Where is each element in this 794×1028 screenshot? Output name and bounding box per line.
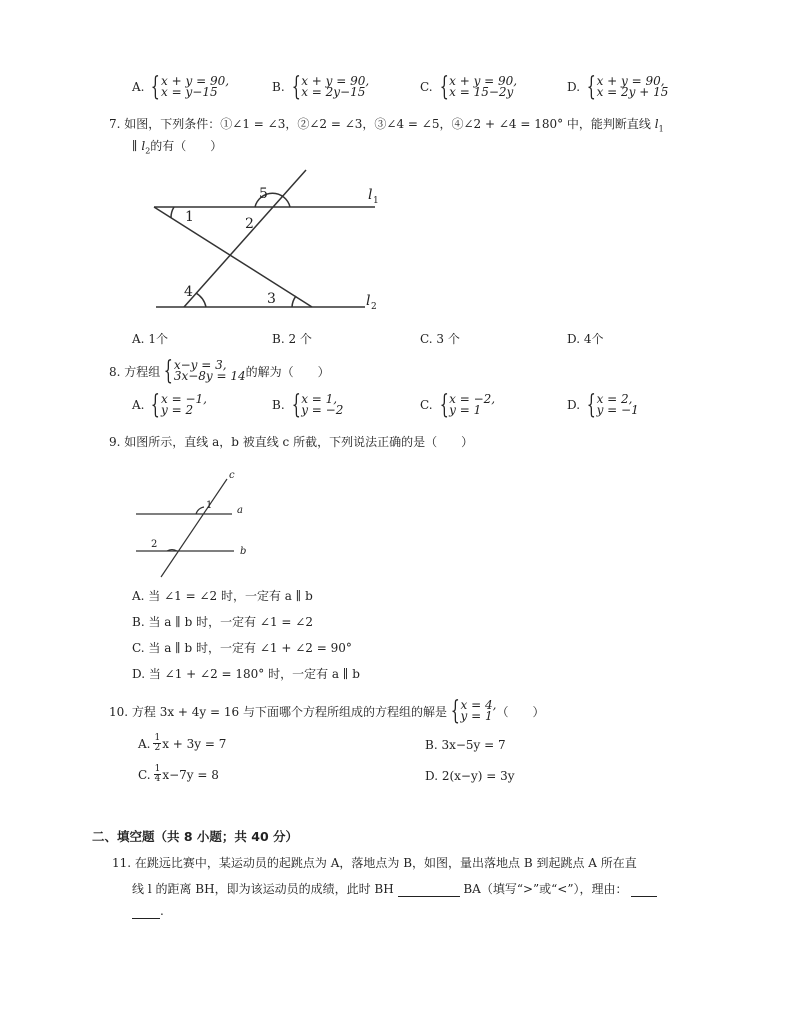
q10-option-a-text: x + 3y = 7 <box>162 736 227 751</box>
q11-answer-blank-2-cont[interactable] <box>132 906 160 919</box>
q7-l2: l <box>141 139 146 153</box>
equation-system <box>147 390 207 420</box>
q10-eq1: x = 4, <box>460 698 497 712</box>
equation-1: x + y = 90, <box>301 74 370 88</box>
equation-1: x + y = 90, <box>161 74 230 88</box>
option-text: 4个 <box>583 332 604 346</box>
option-label: A. <box>132 332 145 346</box>
q9-arc-1 <box>196 507 204 514</box>
equation-2: y = −2 <box>301 403 344 417</box>
option-label: C. <box>420 80 433 94</box>
brace-icon: { <box>439 390 449 420</box>
option-label: B. <box>272 332 285 346</box>
q10-option-c-text: x−7y = 8 <box>162 767 219 782</box>
q11-period: . <box>160 904 164 918</box>
q6-option-b[interactable] <box>272 72 370 102</box>
q7-option-d[interactable] <box>567 331 603 347</box>
equation-1: x + y = 90, <box>449 74 518 88</box>
q10-stem <box>109 696 545 726</box>
option-label: B. <box>272 80 285 94</box>
q9-option-d[interactable]: D. 当 ∠1 + ∠2 = 180° 时，一定有 a ∥ b <box>132 667 360 681</box>
option-label: D. <box>567 398 581 412</box>
q9-label-b: b <box>240 546 247 557</box>
q9-figure <box>130 465 260 580</box>
equation-2: x = 2y−15 <box>301 85 366 99</box>
q7-l1: l <box>654 117 659 131</box>
q11-line3 <box>132 903 164 919</box>
equation-2: y = −1 <box>596 403 639 417</box>
equation-system <box>436 390 496 420</box>
brace-icon: { <box>586 72 596 102</box>
q7-l2-sub: 2 <box>145 146 151 156</box>
q11-line2-end: BA（填写“>”或“<”），理由： <box>463 882 628 896</box>
brace-icon: { <box>291 72 301 102</box>
q8-prefix: 8. 方程组 <box>109 364 161 379</box>
q8-eq1: x−y = 3, <box>173 358 227 372</box>
option-label: B. <box>272 398 285 412</box>
brace-icon: { <box>586 390 596 420</box>
fraction-denominator: 4 <box>154 774 161 784</box>
q7-fig-line-l1: l <box>368 187 373 203</box>
option-text: 2 个 <box>288 332 312 346</box>
equation-1: x + y = 90, <box>596 74 665 88</box>
equation-2: x = y−15 <box>161 85 218 99</box>
q10-suffix: （ ） <box>496 704 545 719</box>
option-label: D. <box>567 80 581 94</box>
q10-prefix: 10. 方程 3x + 4y = 16 与下面哪个方程所组成的方程组的解是 <box>109 704 447 719</box>
q7-fig-label-5: 5 <box>259 186 268 202</box>
equation-system <box>288 72 370 102</box>
q10-option-b[interactable]: B. 3x−5y = 7 <box>425 738 506 752</box>
fraction-denominator: 2 <box>154 743 161 753</box>
equation-system <box>436 72 518 102</box>
q7-l1-sub: 1 <box>658 124 664 134</box>
q7-transversal-2 <box>184 170 306 307</box>
option-label: A. <box>132 80 145 94</box>
q9-option-a[interactable]: A. 当 ∠1 = ∠2 时，一定有 a ∥ b <box>132 589 313 603</box>
q10-option-c-fraction <box>154 765 162 784</box>
q9-option-c[interactable]: C. 当 a ∥ b 时，一定有 ∠1 + ∠2 = 90° <box>132 641 352 655</box>
q7-fig-label-4: 4 <box>184 284 193 300</box>
brace-icon: { <box>450 696 460 726</box>
q8-system <box>160 356 246 386</box>
option-label: A. <box>132 398 145 412</box>
q7-stem-line2 <box>132 138 222 159</box>
brace-icon: { <box>291 390 301 420</box>
q11-answer-blank-2[interactable] <box>631 884 657 897</box>
q9-option-b[interactable]: B. 当 a ∥ b 时，一定有 ∠1 = ∠2 <box>132 615 313 629</box>
equation-2: y = 1 <box>449 403 482 417</box>
q8-option-c[interactable] <box>420 390 496 420</box>
q7-fig-line-l2: l <box>366 293 371 309</box>
q8-stem <box>109 356 330 386</box>
equation-system <box>583 390 639 420</box>
q8-option-b[interactable] <box>272 390 344 420</box>
q11-answer-blank-1[interactable] <box>398 884 460 897</box>
equation-system <box>583 72 669 102</box>
q7-fig-line-l2-sub: 2 <box>371 302 377 312</box>
q10-option-d[interactable]: D. 2(x−y) = 3y <box>425 769 515 783</box>
q7-fig-label-2: 2 <box>245 216 254 232</box>
equation-1: x = −2, <box>449 392 496 406</box>
equation-system <box>147 72 230 102</box>
equation-2: x = 15−2y <box>449 85 514 99</box>
option-label: D. <box>567 332 581 346</box>
q11-line1: 11. 在跳远比赛中，某运动员的起跳点为 A，落地点为 B，如图，量出落地点 B 到起跳点 A 所在直 <box>112 856 637 870</box>
q7-arc-4 <box>196 293 206 307</box>
q7-option-a[interactable] <box>132 331 168 347</box>
brace-icon: { <box>163 356 174 386</box>
q8-eq2: 3x−8y = 14 <box>173 369 246 383</box>
equation-2: y = 2 <box>161 403 194 417</box>
q7-parallel-symbol: ∥ <box>132 139 142 153</box>
q7-transversal-1 <box>154 207 312 307</box>
equation-1: x = 2, <box>596 392 633 406</box>
q7-stem-text: 7. 如图，下列条件：①∠1 = ∠3，②∠2 = ∠3，③∠4 = ∠5，④∠2 + ∠4 = 180° 中，能判断直线 <box>109 117 651 131</box>
q11-line2 <box>132 881 657 897</box>
q6-option-d[interactable] <box>567 72 669 102</box>
brace-icon: { <box>151 390 161 420</box>
q6-option-c[interactable] <box>420 72 518 102</box>
brace-icon: { <box>151 72 161 102</box>
q9-label-angle1: 1 <box>206 500 213 511</box>
fraction-numerator: 1 <box>154 733 161 743</box>
section-2-title: 二、填空题（共 8 小题；共 40 分） <box>92 829 299 844</box>
q10-option-a[interactable] <box>138 734 226 753</box>
q10-option-a-fraction <box>153 734 161 753</box>
q7-option-b[interactable] <box>272 331 312 347</box>
q7-arc-3 <box>292 296 296 307</box>
q7-fig-label-3: 3 <box>267 291 276 307</box>
q9-label-c: c <box>229 470 235 481</box>
q7-option-c[interactable] <box>420 331 460 347</box>
q7-fig-line-l1-sub: 1 <box>373 196 379 206</box>
q9-stem: 9. 如图所示，直线 a，b 被直线 c 所截，下列说法正确的是（ ） <box>109 435 474 449</box>
q7-arc-1 <box>171 207 174 218</box>
q8-option-a[interactable] <box>132 390 207 420</box>
q11-line2-start: 线 l 的距离 BH，即为该运动员的成绩，此时 BH <box>132 882 394 896</box>
option-text: 3 个 <box>436 332 460 346</box>
q8-suffix: 的解为（ ） <box>245 364 330 379</box>
option-text: 1个 <box>148 332 168 346</box>
q9-label-angle2: 2 <box>151 539 158 550</box>
q7-stem-line1 <box>109 116 664 137</box>
q7-figure <box>140 165 400 320</box>
equation-system <box>288 390 344 420</box>
option-label: C. <box>420 398 433 412</box>
brace-icon: { <box>439 72 449 102</box>
q6-option-a[interactable] <box>132 72 230 102</box>
option-label: C. <box>420 332 433 346</box>
equation-1: x = 1, <box>301 392 338 406</box>
q8-option-d[interactable] <box>567 390 639 420</box>
q10-option-c-label: C. <box>138 767 151 782</box>
q10-eq2: y = 1 <box>460 709 493 723</box>
q9-label-a: a <box>237 505 243 516</box>
q10-option-a-label: A. <box>138 736 151 751</box>
q7-stem-end: 的有（ ） <box>150 139 223 153</box>
fraction-numerator: 1 <box>154 764 161 774</box>
q10-system <box>447 696 497 726</box>
equation-2: x = 2y + 15 <box>596 85 669 99</box>
q9-line-c <box>161 479 227 577</box>
q7-fig-label-1: 1 <box>185 209 194 225</box>
equation-1: x = −1, <box>161 392 207 406</box>
q10-option-c[interactable] <box>138 765 219 784</box>
